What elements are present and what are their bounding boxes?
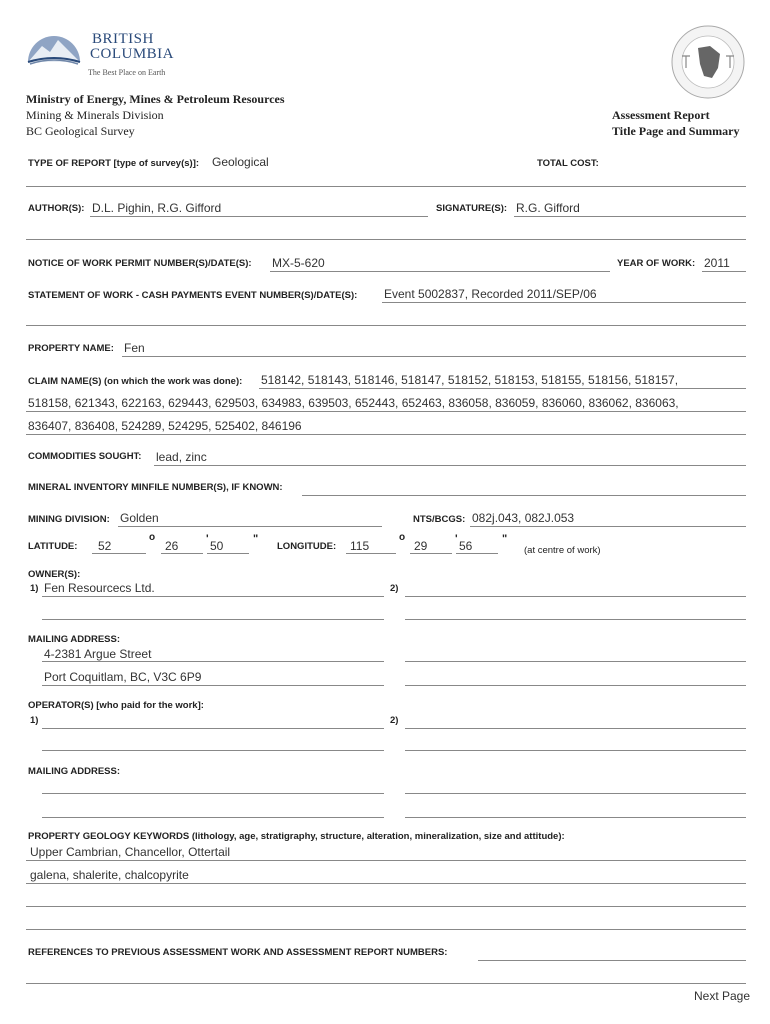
owner-2-underline-2[interactable] — [405, 619, 746, 620]
claims-underline — [259, 388, 746, 389]
permit-value[interactable]: MX-5-620 — [272, 256, 325, 270]
year-label: YEAR OF WORK: — [617, 258, 696, 269]
keywords-underline[interactable] — [26, 906, 746, 907]
signature-label: SIGNATURE(S): — [436, 203, 508, 214]
mailing-line-1[interactable]: 4-2381 Argue Street — [44, 647, 152, 661]
signature-value[interactable]: R.G. Gifford — [516, 201, 580, 215]
second-symbol: " — [253, 533, 259, 545]
claims-line-2[interactable]: 518158, 621343, 622163, 629443, 629503, 634983, 639503, 652443, 652463, 836058, 836059, 836060, 836062, 836063, — [28, 396, 679, 410]
mailing-line-2[interactable]: Port Coquitlam, BC, V3C 6P9 — [44, 670, 202, 684]
statement-value[interactable]: Event 5002837, Recorded 2011/SEP/06 — [384, 287, 597, 301]
owner-1-value[interactable]: Fen Resourcecs Ltd. — [44, 581, 155, 595]
degree-symbol: o — [399, 532, 406, 543]
second-symbol: " — [502, 533, 508, 545]
keywords-label: PROPERTY GEOLOGY KEYWORDS (lithology, age, stratigraphy, structure, alteration, mineralization, size and attitude): — [28, 831, 565, 842]
operator-mailing-underline[interactable] — [405, 817, 746, 818]
claims-underline — [26, 434, 746, 435]
logo-line1: BRITISH — [92, 31, 154, 47]
commodities-label: COMMODITIES SOUGHT: — [28, 451, 142, 462]
keywords-underline — [26, 860, 746, 861]
operator-2-number: 2) — [390, 715, 399, 726]
nts-label: NTS/BCGS: — [413, 514, 466, 525]
nts-underline — [470, 526, 746, 527]
mining-division-value[interactable]: Golden — [120, 511, 159, 525]
logo-line2: COLUMBIA — [90, 46, 175, 62]
divider — [26, 239, 746, 240]
latitude-degrees-underline — [92, 553, 146, 554]
owner-2-underline[interactable] — [405, 596, 746, 597]
property-underline — [122, 356, 746, 357]
geological-survey-seal — [670, 24, 746, 100]
authors-label: AUTHOR(S): — [28, 203, 85, 214]
owners-label: OWNER(S): — [28, 569, 81, 580]
keywords-underline[interactable] — [26, 929, 746, 930]
latitude-seconds[interactable]: 50 — [210, 539, 224, 553]
claims-line-1[interactable]: 518142, 518143, 518146, 518147, 518152, 518153, 518155, 518156, 518157, — [261, 373, 679, 387]
property-label: PROPERTY NAME: — [28, 343, 114, 354]
next-page-button[interactable]: Next Page — [694, 989, 751, 1003]
operator-2-underline-2[interactable] — [405, 750, 746, 751]
owner-2-number: 2) — [390, 583, 399, 594]
operator-mailing-underline[interactable] — [405, 793, 746, 794]
centre-note: (at centre of work) — [524, 545, 601, 556]
permit-label: NOTICE OF WORK PERMIT NUMBER(S)/DATE(S): — [28, 258, 252, 269]
minfile-underline — [302, 495, 746, 496]
keywords-line-1[interactable]: Upper Cambrian, Chancellor, Ottertail — [30, 845, 231, 859]
longitude-degrees[interactable]: 115 — [350, 539, 370, 553]
longitude-minutes[interactable]: 29 — [414, 539, 428, 553]
bc-logo — [24, 24, 184, 84]
authors-value[interactable]: D.L. Pighin, R.G. Gifford — [92, 201, 222, 215]
mining-division-underline — [118, 526, 382, 527]
references-label: REFERENCES TO PREVIOUS ASSESSMENT WORK AND ASSESSMENT REPORT NUMBERS: — [28, 947, 448, 958]
owner-1-underline — [42, 596, 384, 597]
mailing-underline — [42, 661, 384, 662]
owner-1-number: 1) — [30, 583, 39, 594]
keywords-line-2[interactable]: galena, shalerite, chalcopyrite — [30, 868, 189, 882]
minute-symbol: ' — [455, 533, 458, 545]
latitude-seconds-underline — [207, 553, 249, 554]
operator-mailing-label: MAILING ADDRESS: — [28, 766, 121, 777]
degree-symbol: o — [149, 532, 156, 543]
authors-underline — [90, 216, 428, 217]
operator-mailing-underline[interactable] — [42, 817, 384, 818]
mailing-address-label: MAILING ADDRESS: — [28, 634, 121, 645]
latitude-minutes-underline — [161, 553, 203, 554]
bc-map-seal-icon — [670, 24, 746, 100]
latitude-degrees[interactable]: 52 — [98, 539, 112, 553]
operator-1-underline-2[interactable] — [42, 750, 384, 751]
longitude-degrees-underline — [346, 553, 396, 554]
longitude-seconds-underline — [456, 553, 498, 554]
survey-name: BC Geological Survey — [26, 124, 135, 138]
type-value[interactable]: Geological — [212, 155, 269, 169]
minute-symbol: ' — [206, 533, 209, 545]
longitude-seconds[interactable]: 56 — [459, 539, 473, 553]
statement-label: STATEMENT OF WORK - CASH PAYMENTS EVENT NUMBER(S)/DATE(S): — [28, 290, 358, 301]
commodities-value[interactable]: lead, zinc — [156, 450, 207, 464]
mining-division-label: MINING DIVISION: — [28, 514, 110, 525]
operators-label: OPERATOR(S) [who paid for the work]: — [28, 700, 204, 711]
commodities-underline — [154, 465, 746, 466]
operator-1-number: 1) — [30, 715, 39, 726]
report-title-1: Assessment Report — [612, 108, 710, 122]
cost-label: TOTAL COST: — [537, 158, 599, 169]
mailing-2-underline[interactable] — [405, 685, 746, 686]
operator-mailing-underline[interactable] — [42, 793, 384, 794]
logo-tagline: The Best Place on Earth — [88, 68, 166, 77]
nts-value[interactable]: 082j.043, 082J.053 — [472, 511, 575, 525]
division-name: Mining & Minerals Division — [26, 108, 164, 122]
signature-underline — [514, 216, 746, 217]
claims-underline — [26, 411, 746, 412]
report-title-2: Title Page and Summary — [612, 124, 740, 138]
longitude-minutes-underline — [410, 553, 452, 554]
longitude-label: LONGITUDE: — [277, 541, 337, 552]
bc-sun-mountains-icon — [24, 26, 84, 66]
claims-label: CLAIM NAME(S) (on which the work was done): — [28, 376, 243, 387]
minfile-label: MINERAL INVENTORY MINFILE NUMBER(S), IF KNOWN: — [28, 482, 283, 493]
references-underline[interactable] — [478, 960, 746, 961]
keywords-underline — [26, 883, 746, 884]
latitude-minutes[interactable]: 26 — [165, 539, 179, 553]
divider — [26, 325, 746, 326]
ministry-name: Ministry of Energy, Mines & Petroleum Resources — [26, 92, 285, 106]
references-underline[interactable] — [26, 983, 746, 984]
permit-underline — [270, 271, 610, 272]
type-label: TYPE OF REPORT [type of survey(s)]: — [28, 158, 200, 169]
statement-underline — [382, 302, 746, 303]
mailing-2-underline[interactable] — [405, 661, 746, 662]
mailing-underline — [42, 685, 384, 686]
latitude-label: LATITUDE: — [28, 541, 78, 552]
owner-1-underline-2[interactable] — [42, 619, 384, 620]
claims-line-3[interactable]: 836407, 836408, 524289, 524295, 525402, 846196 — [28, 419, 302, 433]
divider — [26, 186, 746, 187]
year-value[interactable]: 2011 — [704, 256, 730, 270]
operator-2-underline[interactable] — [405, 728, 746, 729]
operator-1-underline[interactable] — [42, 728, 384, 729]
property-value[interactable]: Fen — [124, 341, 145, 355]
year-underline — [702, 271, 746, 272]
